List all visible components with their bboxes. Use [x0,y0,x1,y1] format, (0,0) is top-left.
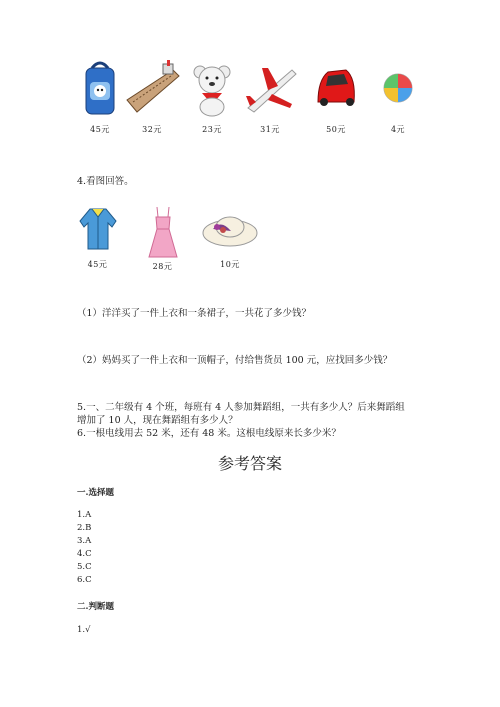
question-5-line-1: 5.一、二年级有 4 个班，每班有 4 人参加舞蹈组，一共有多少人？后来舞蹈组 [77,402,405,413]
airplane-icon [242,60,298,118]
toy-item [368,60,428,135]
price-label: 23元 [202,125,222,134]
section-choice-title: 一.选择题 [77,488,114,498]
toy-item [182,60,242,135]
clothes-row [75,205,275,280]
question-4-sub-2: （2）妈妈买了一件上衣和一顶帽子，付给售货员 100 元，应找回多少钱？ [77,355,393,366]
answers-title: 参考答案 [217,454,282,473]
answer-item: 1.A [77,510,92,520]
answer-item: 4.C [77,549,92,559]
section-judge-title: 二.判断题 [77,602,114,612]
price-label: 28元 [152,262,173,271]
car-icon [314,60,358,118]
hat-icon [201,205,259,251]
answer-item: 1.√ [77,625,91,635]
price-label: 45元 [87,260,108,269]
question-5-line-2: 增加了 10 人，现在舞蹈组有多少人？ [77,415,238,426]
dress-icon [145,205,181,259]
price-label: 4元 [390,125,406,134]
answer-item: 6.C [77,575,92,585]
question-4-sub-1: （1）洋洋买了一件上衣和一条裙子，一共花了多少钱？ [77,308,312,319]
toy-item [240,60,300,135]
choice-answers [77,509,92,587]
coat-icon [78,205,118,251]
question-6: 6.一根电线用去 52 米，还有 48 米。这根电线原来长多少米？ [77,428,341,439]
toy-price-row [70,60,440,150]
toy-item [306,60,366,135]
answer-item: 2.B [77,523,92,533]
question-4-title: 4.看图回答。 [77,176,134,187]
toy-item [122,60,182,135]
ball-icon [380,60,416,118]
price-label: 50元 [326,125,346,134]
price-label: 45元 [90,125,110,134]
clothes-item [200,205,260,270]
toy-item [70,60,130,135]
answer-item: 3.A [77,536,92,546]
price-label: 31元 [260,125,280,134]
clothes-item [75,205,120,270]
answer-item: 5.C [77,562,92,572]
ship-icon [123,60,181,118]
price-label: 32元 [142,125,162,134]
teddy-bear-icon [190,60,234,118]
price-label: 10元 [220,260,240,269]
backpack-icon [80,60,120,118]
clothes-item [140,205,185,272]
